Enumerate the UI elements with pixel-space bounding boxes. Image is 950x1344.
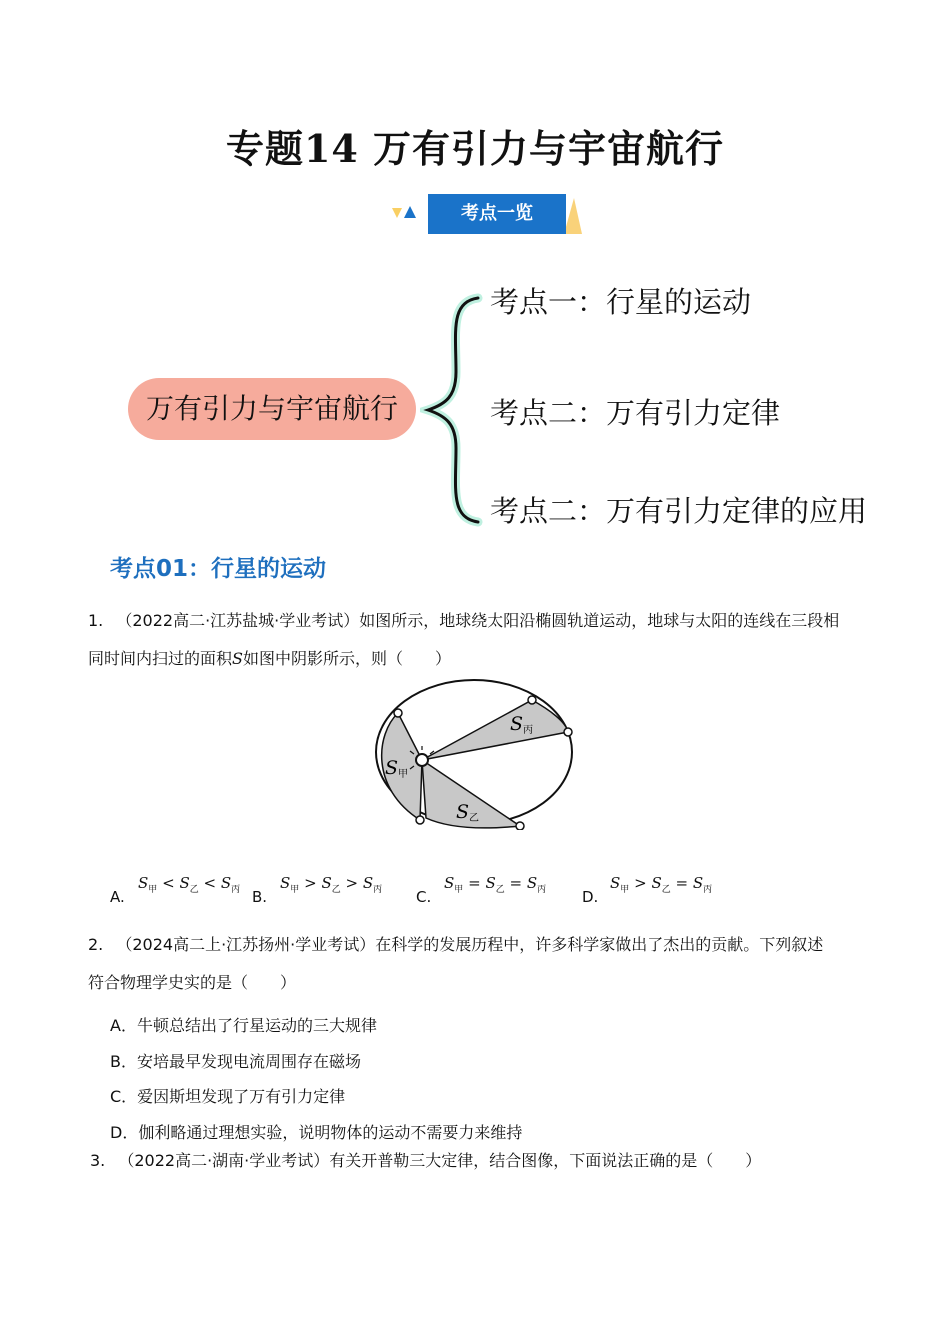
question-text-line1: （2024高二上·江苏扬州·学业考试）在科学的发展历程中，许多科学家做出了杰出的贡献。下列叙述 [116,935,824,954]
option-d[interactable]: D．伽利略通过理想实验，说明物体的运动不需要力来维持 [110,1122,523,1142]
question-number: 3. [90,1151,106,1170]
page-title: 专题14 万有引力与宇宙航行 [225,126,725,171]
label-s-jia: S甲 [385,757,409,780]
mindmap-branch-1: 考点一：行星的运动 [490,285,752,319]
option-formula: $S_甲 < S_乙 < S_丙$ [138,874,241,895]
question-text-line2: 符合物理学史实的是（ ） [88,973,297,992]
option-formula: $S_甲 = S_乙 = S_丙$ [444,874,547,895]
question-2-options [110,1008,522,1150]
question-3 [90,1142,890,1180]
option-label: C. [416,888,432,906]
orbit-diagram [370,678,580,830]
badge-label: 考点一览 [428,194,566,234]
option-label: A. [110,888,125,906]
option-formula: $S_甲 > S_乙 = S_丙$ [610,874,713,895]
question-text-line1: （2022高二·江苏盐城·学业考试）如图所示，地球绕太阳沿椭圆轨道运动，地球与太阳的连线在三段相 [116,611,840,630]
option-formula: $S_甲 > S_乙 > S_丙$ [280,874,383,895]
question-symbol-s: S [232,649,243,668]
section-title: 考点01：行星的运动 [110,556,327,582]
mindmap-branch-2: 考点二：万有引力定律 [490,396,781,430]
mindmap-branch-3: 考点二：万有引力定律的应用 [490,494,868,528]
question-number: 1. [88,611,104,630]
label-s-bing: S丙 [510,713,534,736]
question-text-line1: （2022高二·湖南·学业考试）有关开普勒三大定律，结合图像，下面说法正确的是（ ） [118,1151,762,1170]
option-a[interactable]: A．牛顿总结出了行星运动的三大规律 [110,1016,377,1035]
question-2 [88,926,888,1002]
badge-banner [388,194,588,236]
label-s-yi: S乙 [456,801,480,824]
question-text-line2c: 如图中阴影所示，则（ ） [242,649,451,668]
option-b[interactable]: B．安培最早发现电流周围存在磁场 [110,1051,361,1071]
question-1-options [110,870,910,910]
curly-brace-icon [420,292,490,528]
question-text-line2a: 同时间内扫过的面积 [88,649,233,668]
mindmap-center: 万有引力与宇宙航行 [128,378,416,440]
option-c[interactable]: C．爱因斯坦发现了万有引力定律 [110,1087,346,1106]
question-number: 2. [88,935,104,954]
question-1 [88,602,888,678]
option-label: B. [252,888,268,906]
option-label: D. [582,888,599,906]
